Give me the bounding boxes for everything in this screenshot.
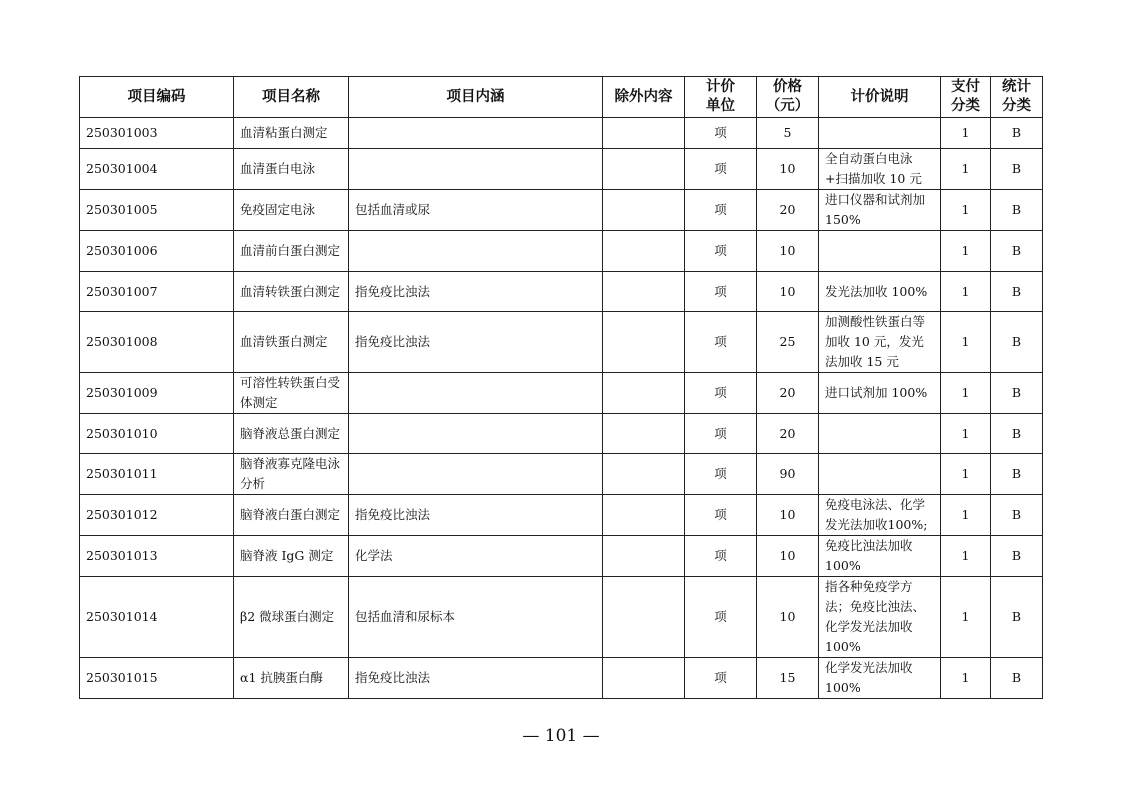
header-excluded: 除外内容 — [603, 77, 685, 118]
cell-note: 全自动蛋白电泳+扫描加收 10 元 — [819, 149, 941, 190]
header-pay-line2: 分类 — [951, 98, 980, 114]
cell-unit: 项 — [685, 577, 757, 658]
cell-content: 指免疫比浊法 — [349, 312, 603, 373]
cell-unit: 项 — [685, 312, 757, 373]
cell-excluded — [603, 190, 685, 231]
cell-name: 血清前白蛋白测定 — [234, 231, 349, 272]
table-row — [80, 231, 1043, 272]
fee-schedule-table — [79, 76, 1043, 699]
cell-content — [349, 231, 603, 272]
header-stat — [991, 77, 1043, 118]
cell-content: 指免疫比浊法 — [349, 272, 603, 312]
cell-code: 250301004 — [80, 149, 234, 190]
cell-code: 250301007 — [80, 272, 234, 312]
table-row — [80, 536, 1043, 577]
cell-stat: B — [991, 118, 1043, 149]
table-row — [80, 577, 1043, 658]
cell-excluded — [603, 495, 685, 536]
table-body — [80, 118, 1043, 699]
cell-pay: 1 — [941, 312, 991, 373]
header-code: 项目编码 — [80, 77, 234, 118]
header-price-line1: 价格 — [773, 79, 802, 95]
cell-code: 250301008 — [80, 312, 234, 373]
cell-pay: 1 — [941, 414, 991, 454]
cell-code: 250301013 — [80, 536, 234, 577]
cell-excluded — [603, 373, 685, 414]
cell-pay: 1 — [941, 577, 991, 658]
cell-content: 指免疫比浊法 — [349, 658, 603, 699]
cell-pay: 1 — [941, 373, 991, 414]
cell-pay: 1 — [941, 658, 991, 699]
cell-price: 90 — [757, 454, 819, 495]
cell-content — [349, 149, 603, 190]
cell-pay: 1 — [941, 231, 991, 272]
header-price-line2: （元） — [765, 98, 810, 114]
table-row — [80, 373, 1043, 414]
cell-name: 可溶性转铁蛋白受体测定 — [234, 373, 349, 414]
cell-name: 免疫固定电泳 — [234, 190, 349, 231]
cell-code: 250301010 — [80, 414, 234, 454]
cell-name: 血清粘蛋白测定 — [234, 118, 349, 149]
cell-unit: 项 — [685, 658, 757, 699]
cell-stat: B — [991, 495, 1043, 536]
cell-name: 脑脊液总蛋白测定 — [234, 414, 349, 454]
cell-pay: 1 — [941, 149, 991, 190]
cell-note: 发光法加收 100% — [819, 272, 941, 312]
cell-stat: B — [991, 536, 1043, 577]
header-price — [757, 77, 819, 118]
cell-note: 进口仪器和试剂加 150% — [819, 190, 941, 231]
cell-pay: 1 — [941, 272, 991, 312]
cell-name: 血清转铁蛋白测定 — [234, 272, 349, 312]
cell-note: 化学发光法加收100% — [819, 658, 941, 699]
cell-content: 包括血清或尿 — [349, 190, 603, 231]
cell-name: 血清铁蛋白测定 — [234, 312, 349, 373]
header-pay — [941, 77, 991, 118]
cell-price: 10 — [757, 149, 819, 190]
cell-name: 脑脊液白蛋白测定 — [234, 495, 349, 536]
cell-name: 脑脊液 IgG 测定 — [234, 536, 349, 577]
cell-unit: 项 — [685, 536, 757, 577]
table-row — [80, 312, 1043, 373]
header-stat-line2: 分类 — [1002, 98, 1031, 114]
table-row — [80, 658, 1043, 699]
cell-code: 250301003 — [80, 118, 234, 149]
cell-code: 250301015 — [80, 658, 234, 699]
cell-name: α1 抗胰蛋白酶 — [234, 658, 349, 699]
header-pay-line1: 支付 — [951, 79, 980, 95]
cell-stat: B — [991, 414, 1043, 454]
cell-excluded — [603, 149, 685, 190]
table-row — [80, 272, 1043, 312]
cell-excluded — [603, 536, 685, 577]
table-row — [80, 414, 1043, 454]
cell-note: 进口试剂加 100% — [819, 373, 941, 414]
cell-excluded — [603, 577, 685, 658]
cell-price: 15 — [757, 658, 819, 699]
cell-code: 250301006 — [80, 231, 234, 272]
cell-note — [819, 414, 941, 454]
page-number: — 101 — — [522, 726, 600, 746]
cell-name: 血清蛋白电泳 — [234, 149, 349, 190]
table-row — [80, 118, 1043, 149]
cell-excluded — [603, 414, 685, 454]
table-row — [80, 149, 1043, 190]
cell-note: 加测酸性铁蛋白等加收 10 元，发光法加收 15 元 — [819, 312, 941, 373]
header-note: 计价说明 — [819, 77, 941, 118]
cell-code: 250301014 — [80, 577, 234, 658]
cell-excluded — [603, 312, 685, 373]
table-row — [80, 190, 1043, 231]
cell-content: 包括血清和尿标本 — [349, 577, 603, 658]
cell-note: 免疫比浊法加收100% — [819, 536, 941, 577]
cell-note — [819, 231, 941, 272]
cell-note — [819, 118, 941, 149]
cell-stat: B — [991, 149, 1043, 190]
cell-note: 免疫电泳法、化学发光法加收100%; — [819, 495, 941, 536]
cell-unit: 项 — [685, 272, 757, 312]
cell-stat: B — [991, 312, 1043, 373]
header-row — [80, 77, 1043, 118]
cell-price: 20 — [757, 414, 819, 454]
cell-pay: 1 — [941, 190, 991, 231]
cell-pay: 1 — [941, 454, 991, 495]
cell-stat: B — [991, 577, 1043, 658]
cell-price: 10 — [757, 272, 819, 312]
header-content: 项目内涵 — [349, 77, 603, 118]
cell-code: 250301005 — [80, 190, 234, 231]
cell-name: 脑脊液寡克隆电泳分析 — [234, 454, 349, 495]
cell-pay: 1 — [941, 118, 991, 149]
table-row — [80, 454, 1043, 495]
cell-unit: 项 — [685, 190, 757, 231]
header-unit-line2: 单位 — [706, 98, 735, 114]
cell-content: 化学法 — [349, 536, 603, 577]
cell-stat: B — [991, 190, 1043, 231]
cell-stat: B — [991, 272, 1043, 312]
cell-content — [349, 414, 603, 454]
cell-price: 20 — [757, 190, 819, 231]
cell-code: 250301012 — [80, 495, 234, 536]
cell-name: β2 微球蛋白测定 — [234, 577, 349, 658]
cell-note — [819, 454, 941, 495]
cell-excluded — [603, 454, 685, 495]
header-stat-line1: 统计 — [1002, 79, 1031, 95]
cell-note: 指各种免疫学方法；免疫比浊法、化学发光法加收100% — [819, 577, 941, 658]
cell-price: 10 — [757, 536, 819, 577]
cell-stat: B — [991, 658, 1043, 699]
cell-unit: 项 — [685, 454, 757, 495]
cell-content — [349, 118, 603, 149]
cell-content — [349, 373, 603, 414]
cell-excluded — [603, 231, 685, 272]
header-unit-line1: 计价 — [706, 79, 735, 95]
header-unit — [685, 77, 757, 118]
header-name: 项目名称 — [234, 77, 349, 118]
cell-price: 10 — [757, 577, 819, 658]
cell-code: 250301009 — [80, 373, 234, 414]
cell-price: 10 — [757, 495, 819, 536]
cell-excluded — [603, 118, 685, 149]
cell-stat: B — [991, 454, 1043, 495]
cell-content: 指免疫比浊法 — [349, 495, 603, 536]
cell-unit: 项 — [685, 495, 757, 536]
cell-pay: 1 — [941, 495, 991, 536]
cell-pay: 1 — [941, 536, 991, 577]
cell-unit: 项 — [685, 149, 757, 190]
cell-price: 10 — [757, 231, 819, 272]
cell-unit: 项 — [685, 414, 757, 454]
cell-price: 5 — [757, 118, 819, 149]
cell-unit: 项 — [685, 373, 757, 414]
cell-code: 250301011 — [80, 454, 234, 495]
cell-content — [349, 454, 603, 495]
cell-unit: 项 — [685, 231, 757, 272]
cell-unit: 项 — [685, 118, 757, 149]
table-row — [80, 495, 1043, 536]
cell-stat: B — [991, 231, 1043, 272]
cell-price: 25 — [757, 312, 819, 373]
cell-excluded — [603, 272, 685, 312]
cell-stat: B — [991, 373, 1043, 414]
cell-excluded — [603, 658, 685, 699]
cell-price: 20 — [757, 373, 819, 414]
